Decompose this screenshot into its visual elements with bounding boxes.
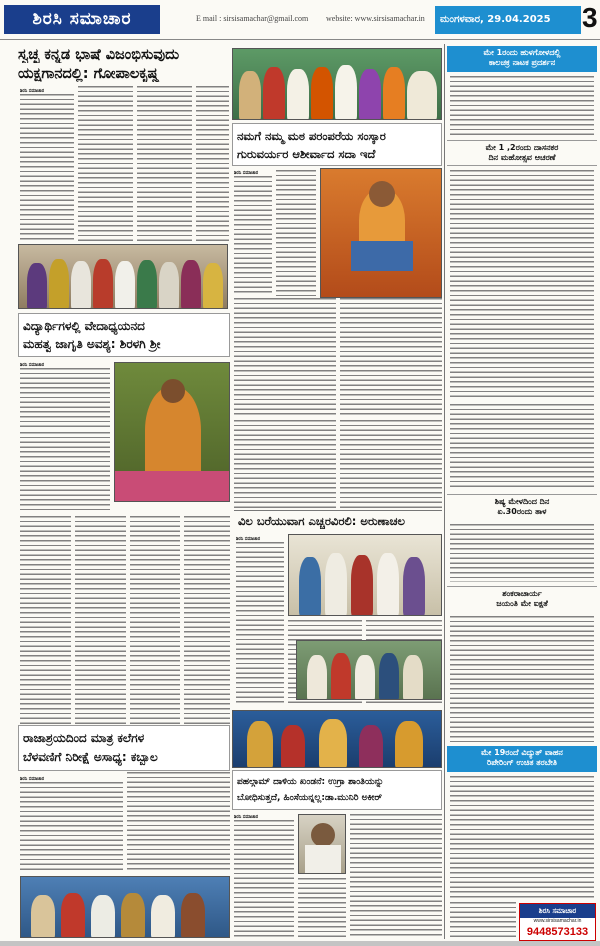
article-text — [20, 782, 123, 872]
sidebar-headline-4-b: ಜಯಂತಿ ಮೇ ಐಕ್ಷತೆ — [496, 599, 548, 608]
photo-matha-group — [232, 48, 442, 120]
photo-swamiji — [320, 168, 442, 298]
byline: ಶಿರಸಿ ಸಮಾಚಾರ — [234, 815, 259, 820]
article-text — [236, 542, 284, 582]
sidebar-text — [450, 76, 594, 136]
sidebar-headline-4 — [447, 586, 597, 612]
headline-box-pahalgam — [232, 770, 442, 810]
byline: ಶಿರಸಿ ಸಮಾಚಾರ — [20, 89, 45, 94]
headline-pahalgam-1: ಪಹಲ್ಗಾಮ್ ದಾಳಿಯ ಖಂಡನೆ: ಉಗ್ರಾ ಶಾಂತಿಯನ್ನು — [237, 777, 384, 787]
page-number: 3 — [582, 2, 598, 33]
article-text — [20, 368, 110, 428]
headline-matha-2: ಗುರುವರ್ಯರ ಆಶೀರ್ವಾದ ಸದಾ ಇದೆ — [237, 147, 376, 161]
advertisement-box — [519, 903, 596, 941]
sidebar-headline-3-b: ಏ.30ರಂದು ತಾಳ — [497, 507, 547, 516]
photo-yakshagana-stage — [232, 710, 442, 768]
sidebar-headline-3 — [447, 494, 597, 520]
ad-phone: 9448573133 — [526, 926, 589, 938]
sidebar-text — [450, 902, 516, 938]
article-text — [130, 516, 180, 724]
byline: ಶಿರಸಿ ಸಮಾಚಾರ — [20, 777, 45, 782]
column-divider — [444, 44, 445, 939]
photo-group-event — [18, 244, 228, 309]
article-text — [234, 298, 336, 418]
headline-yakshagana-1: ಸ್ವಚ್ಛ ಕನ್ನಡ ಭಾಷೆ ವಿಜಂಭಿಸುವುದು — [18, 47, 180, 63]
footer-registration-strip — [0, 941, 600, 946]
sidebar-text — [450, 616, 594, 742]
article-text — [236, 586, 284, 706]
sidebar-headline-2 — [447, 140, 597, 166]
article-text — [78, 86, 133, 242]
sidebar-text — [450, 404, 594, 490]
article-text — [127, 772, 230, 872]
article-text — [340, 420, 442, 510]
divider — [234, 510, 442, 511]
sidebar-headline-1-a: ಮೇ 1ರಂದು ಹುಳಗೋಳದಲ್ಲಿ — [483, 48, 561, 57]
article-text — [184, 516, 230, 724]
photo-kabbala-audience — [20, 876, 230, 938]
sidebar-text — [450, 524, 594, 582]
sidebar-headline-2-a: ಮೇ 1 ,2ರಂದು ದಾಸನಕರ — [485, 143, 559, 152]
byline: ಶಿರಸಿ ಸಮಾಚಾರ — [234, 171, 259, 176]
sidebar-headline-5-b: ರಿಪೇರಿಂಗ್ ಉಚಿತ ತರಬೇತಿ — [486, 758, 558, 767]
headline-box-matha — [232, 123, 442, 166]
photo-shiralagi-swamiji — [114, 362, 230, 502]
headline-veda-2: ಮಹತ್ವ ಜಾಗೃತಿ ಅವಶ್ಯ: ಶಿರಳಗಿ ಶ್ರೀ — [23, 337, 161, 351]
headline-yakshagana-2: ಯಕ್ಷಗಾನದಲ್ಲಿ: ಗೋಪಾಲಕೃಷ್ಣ — [18, 66, 160, 82]
headline-matha-1: ನಮಗೆ ನಮ್ಮ ಮಠ ಪರಂಪರೆಯ ಸಂಸ್ಕಾರ — [237, 129, 386, 143]
article-text — [20, 432, 110, 512]
sidebar-headline-4-a: ಶಂಕರಾಚಾರ್ಯ — [502, 589, 542, 598]
article-text — [350, 814, 442, 938]
headline-kabbala-2: ಬೆಳವಣಿಗೆ ನಿರೀಕ್ಷೆ ಅಸಾಧ್ಯ: ಕಬ್ಬಾಲ — [23, 750, 158, 764]
article-text — [20, 516, 71, 724]
article-text — [20, 94, 74, 242]
headline-kabbala-1: ರಾಜಾಶ್ರಯದಿಂದ ಮಾತ್ರ ಕಲೆಗಳ — [23, 731, 145, 745]
sidebar-headline-5 — [447, 746, 597, 772]
article-text — [234, 176, 272, 296]
photo-group-outdoor — [296, 640, 442, 700]
headline-veda-1: ವಿದ್ಯಾರ್ಥಿಗಳಲ್ಲಿ ವೇದಾಧ್ಯಯನದ — [23, 319, 145, 333]
article-text — [75, 516, 126, 724]
article-text — [196, 86, 229, 242]
sidebar-text — [450, 776, 594, 898]
article-text — [340, 298, 442, 418]
sidebar-headline-3-a: ಶಿಷ್ಯ ಮೇಳದಿಂದ ದಿನ — [494, 497, 550, 506]
sidebar-text — [450, 170, 594, 400]
sidebar-headline-2-b: ದಿನ ಮಹೋತ್ಸವ ಆಚರಣೆ — [488, 153, 556, 162]
article-text — [234, 420, 336, 510]
article-text — [234, 820, 294, 938]
photo-speaker — [298, 814, 346, 874]
masthead-email: E mail : sirsisamachar@gmail.com — [196, 14, 309, 23]
headline-pahalgam-2: ಬೋಧಿಸುತ್ತದೆ, ಹಿಂಸೆಯನ್ನಲ್ಲ:ಡಾ.ಮುನಿರಿ ಅಕೀರ್ — [237, 793, 382, 803]
sidebar-headline-1-b: ಕಾಲಚಕ್ರ ನಾಟಕ ಪ್ರದರ್ಶನ — [488, 58, 556, 67]
ad-website: www.sirsisamachar.in — [533, 918, 582, 924]
byline: ಶಿರಸಿ ಸಮಾಚಾರ — [236, 537, 261, 542]
masthead-website: website: www.sirsisamachar.in — [326, 14, 425, 23]
headline-box-veda — [18, 313, 230, 357]
masthead — [0, 0, 600, 40]
article-text — [137, 86, 192, 242]
headline-arunachala: ವಿಲ ಬರೆಯುವಾಗ ಎಚ್ಚರವಿರಲಿ: ಅರುಣಾಚಲ — [238, 514, 405, 528]
ad-title: ಶಿರಸಿ ಸಮಾಚಾರ — [520, 904, 595, 918]
sidebar-headline-1 — [447, 46, 597, 72]
photo-arunachala-event — [288, 534, 442, 616]
byline: ಶಿರಸಿ ಸಮಾಚಾರ — [20, 363, 45, 368]
article-text — [298, 878, 346, 938]
article-text — [276, 170, 316, 296]
headline-box-kabbala — [18, 725, 230, 771]
sidebar-headline-5-a: ಮೇ 19ರಂದೆ ವಿದ್ಯುತ್ ವಾಹನ — [481, 748, 563, 757]
masthead-date: ಮಂಗಳವಾರ, 29.04.2025 — [435, 6, 581, 34]
masthead-logo: ಶಿರಸಿ ಸಮಾಚಾರ — [4, 5, 160, 34]
